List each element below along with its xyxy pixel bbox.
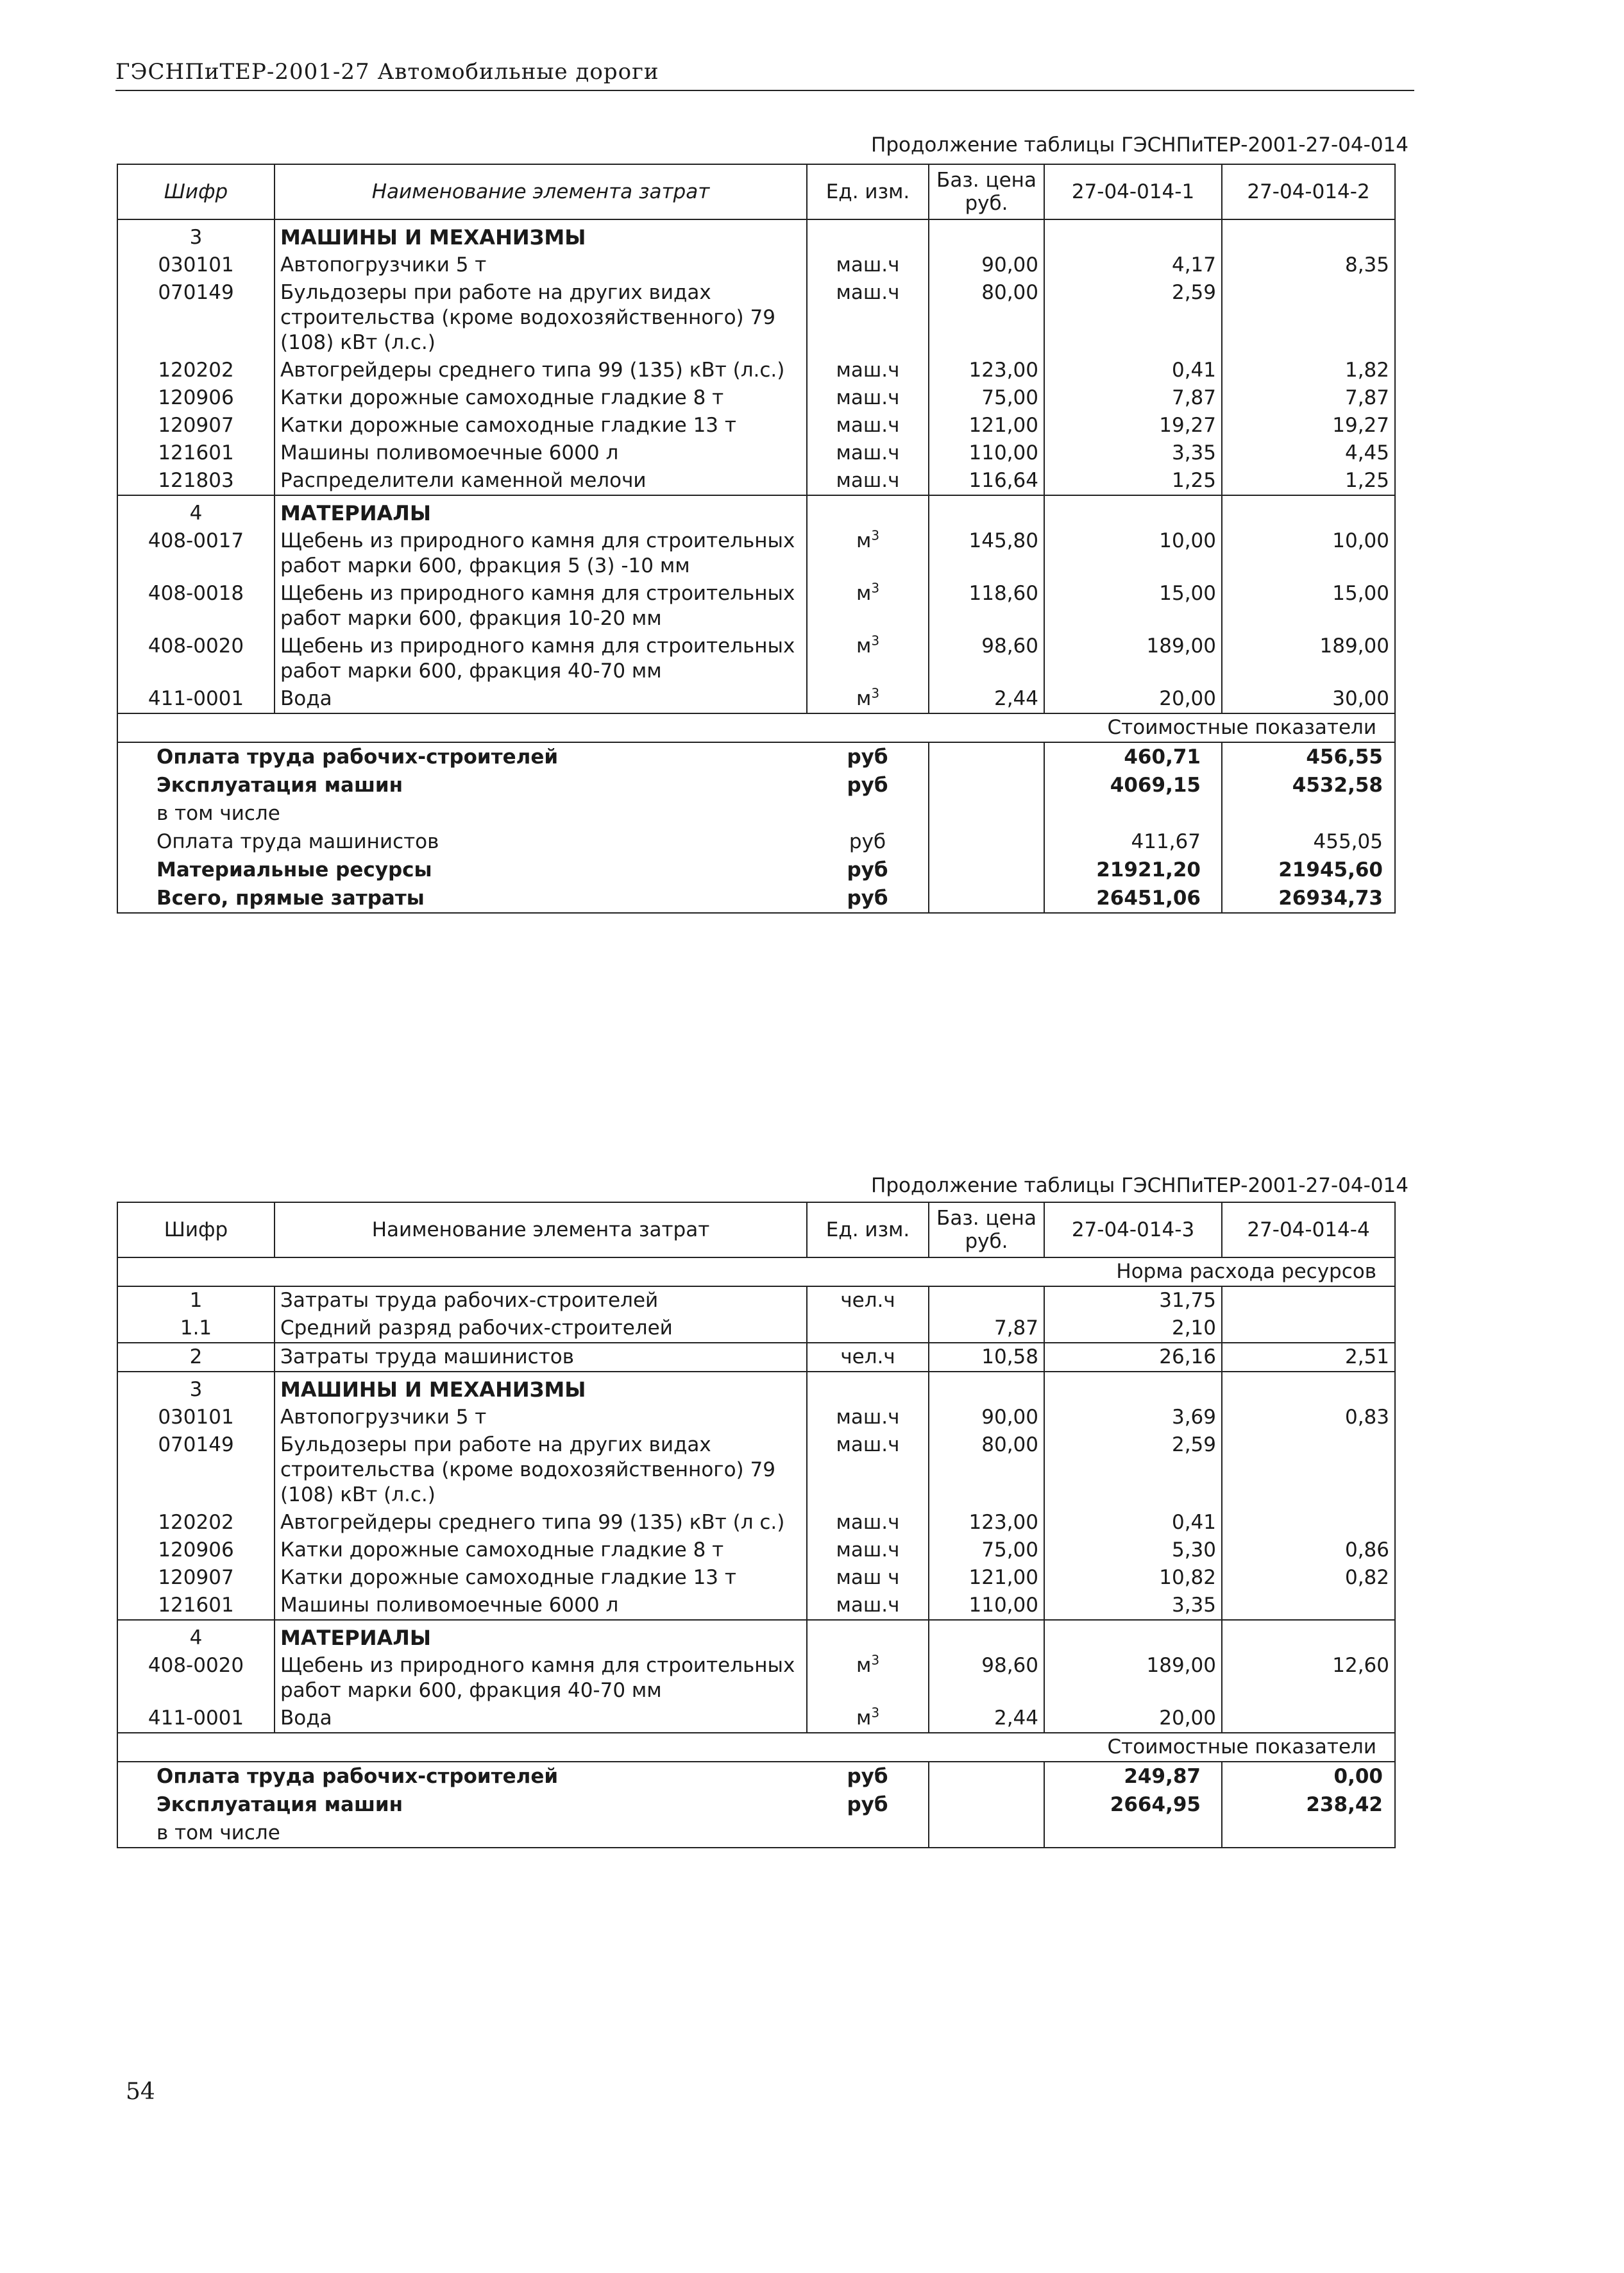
row-name: Катки дорожные самоходные гладкие 13 т: [275, 412, 807, 439]
row-value-1: 2,59: [1044, 279, 1222, 357]
row-value-1: 0,41: [1044, 1509, 1222, 1537]
row-name: Автогрейдеры среднего типа 99 (135) кВт (л.с.): [275, 357, 807, 384]
row-code: 411-0001: [117, 1705, 275, 1733]
row-code: 1.1: [117, 1315, 275, 1343]
row-code: 030101: [117, 251, 275, 279]
section-row: [117, 495, 1395, 527]
header-col2: 27-04-014-4: [1222, 1202, 1395, 1257]
row-unit: [807, 495, 929, 527]
header-unit: Ед. изм.: [807, 164, 929, 219]
cost-value-1: [1044, 799, 1222, 828]
row-name: Катки дорожные самоходные гладкие 8 т: [275, 384, 807, 412]
row-code: 121601: [117, 439, 275, 467]
section-title: МАШИНЫ И МЕХАНИЗМЫ: [275, 1372, 807, 1404]
row-unit: маш.ч: [807, 384, 929, 412]
row-price: 75,00: [929, 384, 1044, 412]
row-name: Вода: [275, 1705, 807, 1733]
row-value-2: [1222, 495, 1395, 527]
row-value-1: 26,16: [1044, 1343, 1222, 1372]
row-value-1: 19,27: [1044, 412, 1222, 439]
row-name: Бульдозеры при работе на других видах строительства (кроме водохозяйственного) 79 (108) кВт (л.с.): [275, 1431, 807, 1509]
row-price: 121,00: [929, 412, 1044, 439]
table-row: [117, 357, 1395, 384]
row-name: Машины поливомоечные 6000 л: [275, 1592, 807, 1620]
cost-row: [117, 771, 1395, 799]
row-value-2: 4,45: [1222, 439, 1395, 467]
cost-price-empty: [929, 742, 1044, 771]
row-price: 2,44: [929, 685, 1044, 713]
cost-row: [117, 856, 1395, 884]
row-value-2: 30,00: [1222, 685, 1395, 713]
row-value-2: 2,51: [1222, 1343, 1395, 1372]
table-row: [117, 1537, 1395, 1564]
row-name: Катки дорожные самоходные гладкие 8 т: [275, 1537, 807, 1564]
cost-unit: [807, 1819, 929, 1848]
row-name: Автопогрузчики 5 т: [275, 251, 807, 279]
cost-value-1: 21921,20: [1044, 856, 1222, 884]
table-row: [117, 1431, 1395, 1509]
row-unit: $м^3$: [807, 580, 929, 633]
row-value-1: [1044, 219, 1222, 251]
row-value-2: 1,25: [1222, 467, 1395, 495]
row-unit: [807, 1372, 929, 1404]
cost-value-2: 456,55: [1222, 742, 1395, 771]
cost-row: [117, 828, 1395, 856]
cost-label: Всего, прямые затраты: [117, 884, 807, 913]
row-name: Щебень из природного камня для строительных работ марки 600, фракция 10-20 мм: [275, 580, 807, 633]
header-price: Баз. цена руб.: [929, 1202, 1044, 1257]
cost-value-2: [1222, 799, 1395, 828]
row-code: 408-0018: [117, 580, 275, 633]
row-unit: маш ч: [807, 1564, 929, 1592]
row-unit: маш.ч: [807, 251, 929, 279]
row-price: 123,00: [929, 357, 1044, 384]
row-value-1: 10,82: [1044, 1564, 1222, 1592]
header-col2: 27-04-014-2: [1222, 164, 1395, 219]
row-unit: маш.ч: [807, 1404, 929, 1431]
row-price: 98,60: [929, 1652, 1044, 1705]
table-row: [117, 633, 1395, 685]
row-name: Автопогрузчики 5 т: [275, 1404, 807, 1431]
row-value-2: 0,83: [1222, 1404, 1395, 1431]
section-title: МАТЕРИАЛЫ: [275, 495, 807, 527]
row-unit: маш.ч: [807, 1509, 929, 1537]
row-price: 145,80: [929, 527, 1044, 580]
row-name: Щебень из природного камня для строительных работ марки 600, фракция 5 (3) -10 мм: [275, 527, 807, 580]
row-price: [929, 1286, 1044, 1315]
cost-label: Материальные ресурсы: [117, 856, 807, 884]
cost-price-empty: [929, 1819, 1044, 1848]
row-price: [929, 1620, 1044, 1652]
row-price: 2,44: [929, 1705, 1044, 1733]
row-value-1: 2,59: [1044, 1431, 1222, 1509]
row-value-1: 189,00: [1044, 633, 1222, 685]
row-unit: маш.ч: [807, 412, 929, 439]
cost-value-2: 26934,73: [1222, 884, 1395, 913]
row-unit: маш.ч: [807, 357, 929, 384]
section-title: МАШИНЫ И МЕХАНИЗМЫ: [275, 219, 807, 251]
norm-band-row: [117, 1257, 1395, 1286]
row-price: 118,60: [929, 580, 1044, 633]
cost-unit: руб: [807, 828, 929, 856]
cost-price-empty: [929, 1762, 1044, 1791]
row-value-2: [1222, 1315, 1395, 1343]
row-value-1: 3,35: [1044, 439, 1222, 467]
cost-band-label: Стоимостные показатели: [117, 1733, 1395, 1762]
row-code: 121803: [117, 467, 275, 495]
row-value-1: 7,87: [1044, 384, 1222, 412]
row-value-1: 3,69: [1044, 1404, 1222, 1431]
cost-row: [117, 742, 1395, 771]
row-value-2: 12,60: [1222, 1652, 1395, 1705]
cost-label: Оплата труда рабочих-строителей: [117, 742, 807, 771]
section-row: [117, 219, 1395, 251]
row-value-1: [1044, 1372, 1222, 1404]
row-name: Автогрейдеры среднего типа 99 (135) кВт (л с.): [275, 1509, 807, 1537]
row-price: 123,00: [929, 1509, 1044, 1537]
row-code: 4: [117, 495, 275, 527]
table-row: [117, 439, 1395, 467]
cost-value-2: 21945,60: [1222, 856, 1395, 884]
row-value-2: [1222, 219, 1395, 251]
resource-table-2: [117, 1202, 1396, 1848]
table-row: [117, 1315, 1395, 1343]
cost-label: Эксплуатация машин: [117, 771, 807, 799]
cost-value-2: 4532,58: [1222, 771, 1395, 799]
row-price: 80,00: [929, 1431, 1044, 1509]
cost-price-empty: [929, 884, 1044, 913]
row-unit: $м^3$: [807, 685, 929, 713]
table-row: [117, 412, 1395, 439]
row-unit: [807, 1620, 929, 1652]
row-value-1: 2,10: [1044, 1315, 1222, 1343]
cost-row: [117, 1762, 1395, 1791]
table-row: [117, 1564, 1395, 1592]
section-row: [117, 1372, 1395, 1404]
row-name: Щебень из природного камня для строительных работ марки 600, фракция 40-70 мм: [275, 633, 807, 685]
row-name: Бульдозеры при работе на других видах строительства (кроме водохозяйственного) 79 (108) кВт (л.с.): [275, 279, 807, 357]
cost-price-empty: [929, 771, 1044, 799]
table-header-row: [117, 1202, 1395, 1257]
table-row: [117, 1652, 1395, 1705]
row-code: 120906: [117, 1537, 275, 1564]
row-unit: $м^3$: [807, 633, 929, 685]
row-unit: чел.ч: [807, 1343, 929, 1372]
row-name: Катки дорожные самоходные гладкие 13 т: [275, 1564, 807, 1592]
cost-value-1: 2664,95: [1044, 1791, 1222, 1819]
header-unit: Ед. изм.: [807, 1202, 929, 1257]
row-value-2: 0,82: [1222, 1564, 1395, 1592]
row-code: 120907: [117, 412, 275, 439]
cost-band-label: Стоимостные показатели: [117, 713, 1395, 742]
table-row: [117, 527, 1395, 580]
cost-row: [117, 1791, 1395, 1819]
row-value-2: 189,00: [1222, 633, 1395, 685]
row-price: 90,00: [929, 1404, 1044, 1431]
header-col1: 27-04-014-1: [1044, 164, 1222, 219]
row-value-2: 1,82: [1222, 357, 1395, 384]
row-value-2: 19,27: [1222, 412, 1395, 439]
row-name: Затраты труда машинистов: [275, 1343, 807, 1372]
row-unit: $м^3$: [807, 1652, 929, 1705]
table-row: [117, 1286, 1395, 1315]
row-code: 120202: [117, 357, 275, 384]
row-value-2: [1222, 1431, 1395, 1509]
row-value-1: [1044, 1620, 1222, 1652]
cost-value-1: 4069,15: [1044, 771, 1222, 799]
cost-value-1: 249,87: [1044, 1762, 1222, 1791]
row-code: 030101: [117, 1404, 275, 1431]
row-unit: $м^3$: [807, 1705, 929, 1733]
row-unit: маш.ч: [807, 1537, 929, 1564]
cost-unit: руб: [807, 771, 929, 799]
cost-value-1: 460,71: [1044, 742, 1222, 771]
row-value-1: 1,25: [1044, 467, 1222, 495]
header-code: Шифр: [117, 1202, 275, 1257]
row-code: 070149: [117, 1431, 275, 1509]
cost-price-empty: [929, 799, 1044, 828]
table-row: [117, 685, 1395, 713]
table-row: [117, 1705, 1395, 1733]
row-name: Затраты труда рабочих-строителей: [275, 1286, 807, 1315]
row-unit: $м^3$: [807, 527, 929, 580]
cost-price-empty: [929, 856, 1044, 884]
row-price: 116,64: [929, 467, 1044, 495]
row-price: 7,87: [929, 1315, 1044, 1343]
header-code: Шифр: [117, 164, 275, 219]
cost-unit: руб: [807, 856, 929, 884]
cost-value-2: [1222, 1819, 1395, 1848]
row-unit: маш.ч: [807, 1431, 929, 1509]
row-code: 3: [117, 219, 275, 251]
row-price: [929, 1372, 1044, 1404]
row-value-1: [1044, 495, 1222, 527]
cost-price-empty: [929, 1791, 1044, 1819]
cost-row: [117, 799, 1395, 828]
table-row: [117, 1404, 1395, 1431]
table-row: [117, 1343, 1395, 1372]
section-row: [117, 1620, 1395, 1652]
row-unit: маш.ч: [807, 279, 929, 357]
row-unit: [807, 1315, 929, 1343]
row-price: 98,60: [929, 633, 1044, 685]
row-value-1: 15,00: [1044, 580, 1222, 633]
row-value-2: [1222, 279, 1395, 357]
row-value-2: 10,00: [1222, 527, 1395, 580]
row-code: 120907: [117, 1564, 275, 1592]
row-value-2: [1222, 1705, 1395, 1733]
row-price: 110,00: [929, 439, 1044, 467]
cost-value-1: 411,67: [1044, 828, 1222, 856]
row-code: 408-0020: [117, 1652, 275, 1705]
row-unit: маш.ч: [807, 1592, 929, 1620]
row-name: Распределители каменной мелочи: [275, 467, 807, 495]
cost-unit: руб: [807, 1791, 929, 1819]
row-price: 80,00: [929, 279, 1044, 357]
header-name: Наименование элемента затрат: [275, 164, 807, 219]
row-value-1: 20,00: [1044, 1705, 1222, 1733]
row-value-2: [1222, 1286, 1395, 1315]
cost-value-1: [1044, 1819, 1222, 1848]
row-price: 75,00: [929, 1537, 1044, 1564]
row-value-2: [1222, 1372, 1395, 1404]
cost-unit: [807, 799, 929, 828]
cost-value-2: 455,05: [1222, 828, 1395, 856]
row-unit: чел.ч: [807, 1286, 929, 1315]
cost-row: [117, 884, 1395, 913]
cost-value-1: 26451,06: [1044, 884, 1222, 913]
table-row: [117, 251, 1395, 279]
table-row: [117, 580, 1395, 633]
header-col1: 27-04-014-3: [1044, 1202, 1222, 1257]
row-code: 408-0020: [117, 633, 275, 685]
section-title: МАТЕРИАЛЫ: [275, 1620, 807, 1652]
row-value-1: 31,75: [1044, 1286, 1222, 1315]
row-value-2: 0,86: [1222, 1537, 1395, 1564]
row-price: [929, 495, 1044, 527]
row-code: 2: [117, 1343, 275, 1372]
row-code: 411-0001: [117, 685, 275, 713]
row-unit: маш.ч: [807, 467, 929, 495]
cost-value-2: 0,00: [1222, 1762, 1395, 1791]
table-row: [117, 384, 1395, 412]
norm-band-label: Норма расхода ресурсов: [117, 1257, 1395, 1286]
row-value-1: 20,00: [1044, 685, 1222, 713]
cost-label: в том числе: [117, 1819, 807, 1848]
row-value-2: 7,87: [1222, 384, 1395, 412]
row-code: 070149: [117, 279, 275, 357]
row-code: 121601: [117, 1592, 275, 1620]
cost-unit: руб: [807, 1762, 929, 1791]
table-header-row: [117, 164, 1395, 219]
table-caption: Продолжение таблицы ГЭСНПиТЕР-2001-27-04-014: [871, 1174, 1408, 1197]
cost-unit: руб: [807, 884, 929, 913]
cost-label: в том числе: [117, 799, 807, 828]
row-code: 408-0017: [117, 527, 275, 580]
table-row: [117, 279, 1395, 357]
row-code: 120906: [117, 384, 275, 412]
row-code: 1: [117, 1286, 275, 1315]
row-price: 10,58: [929, 1343, 1044, 1372]
row-value-2: [1222, 1592, 1395, 1620]
cost-price-empty: [929, 828, 1044, 856]
row-value-1: 3,35: [1044, 1592, 1222, 1620]
cost-value-2: 238,42: [1222, 1791, 1395, 1819]
row-value-1: 10,00: [1044, 527, 1222, 580]
row-price: 110,00: [929, 1592, 1044, 1620]
row-price: 121,00: [929, 1564, 1044, 1592]
row-value-1: 5,30: [1044, 1537, 1222, 1564]
cost-band-row: [117, 713, 1395, 742]
row-unit: маш.ч: [807, 439, 929, 467]
row-code: 4: [117, 1620, 275, 1652]
row-value-2: [1222, 1509, 1395, 1537]
row-value-2: 15,00: [1222, 580, 1395, 633]
row-name: Средний разряд рабочих-строителей: [275, 1315, 807, 1343]
cost-label: Оплата труда машинистов: [117, 828, 807, 856]
row-price: 90,00: [929, 251, 1044, 279]
row-code: 3: [117, 1372, 275, 1404]
row-value-1: 0,41: [1044, 357, 1222, 384]
table-row: [117, 1509, 1395, 1537]
cost-band-row: [117, 1733, 1395, 1762]
header-price: Баз. цена руб.: [929, 164, 1044, 219]
row-value-2: 8,35: [1222, 251, 1395, 279]
resource-table-1: [117, 164, 1396, 914]
row-name: Щебень из природного камня для строительных работ марки 600, фракция 40-70 мм: [275, 1652, 807, 1705]
table-row: [117, 1592, 1395, 1620]
row-name: Машины поливомоечные 6000 л: [275, 439, 807, 467]
table-row: [117, 467, 1395, 495]
row-price: [929, 219, 1044, 251]
row-value-2: [1222, 1620, 1395, 1652]
row-name: Вода: [275, 685, 807, 713]
cost-row: [117, 1819, 1395, 1848]
cost-label: Оплата труда рабочих-строителей: [117, 1762, 807, 1791]
row-code: 120202: [117, 1509, 275, 1537]
row-value-1: 4,17: [1044, 251, 1222, 279]
row-unit: [807, 219, 929, 251]
header-name: Наименование элемента затрат: [275, 1202, 807, 1257]
cost-unit: руб: [807, 742, 929, 771]
cost-label: Эксплуатация машин: [117, 1791, 807, 1819]
row-value-1: 189,00: [1044, 1652, 1222, 1705]
running-header: ГЭСНПиТЕР-2001-27 Автомобильные дороги: [115, 59, 1414, 91]
table-caption: Продолжение таблицы ГЭСНПиТЕР-2001-27-04-014: [871, 133, 1408, 157]
page-number: 54: [126, 2079, 155, 2105]
